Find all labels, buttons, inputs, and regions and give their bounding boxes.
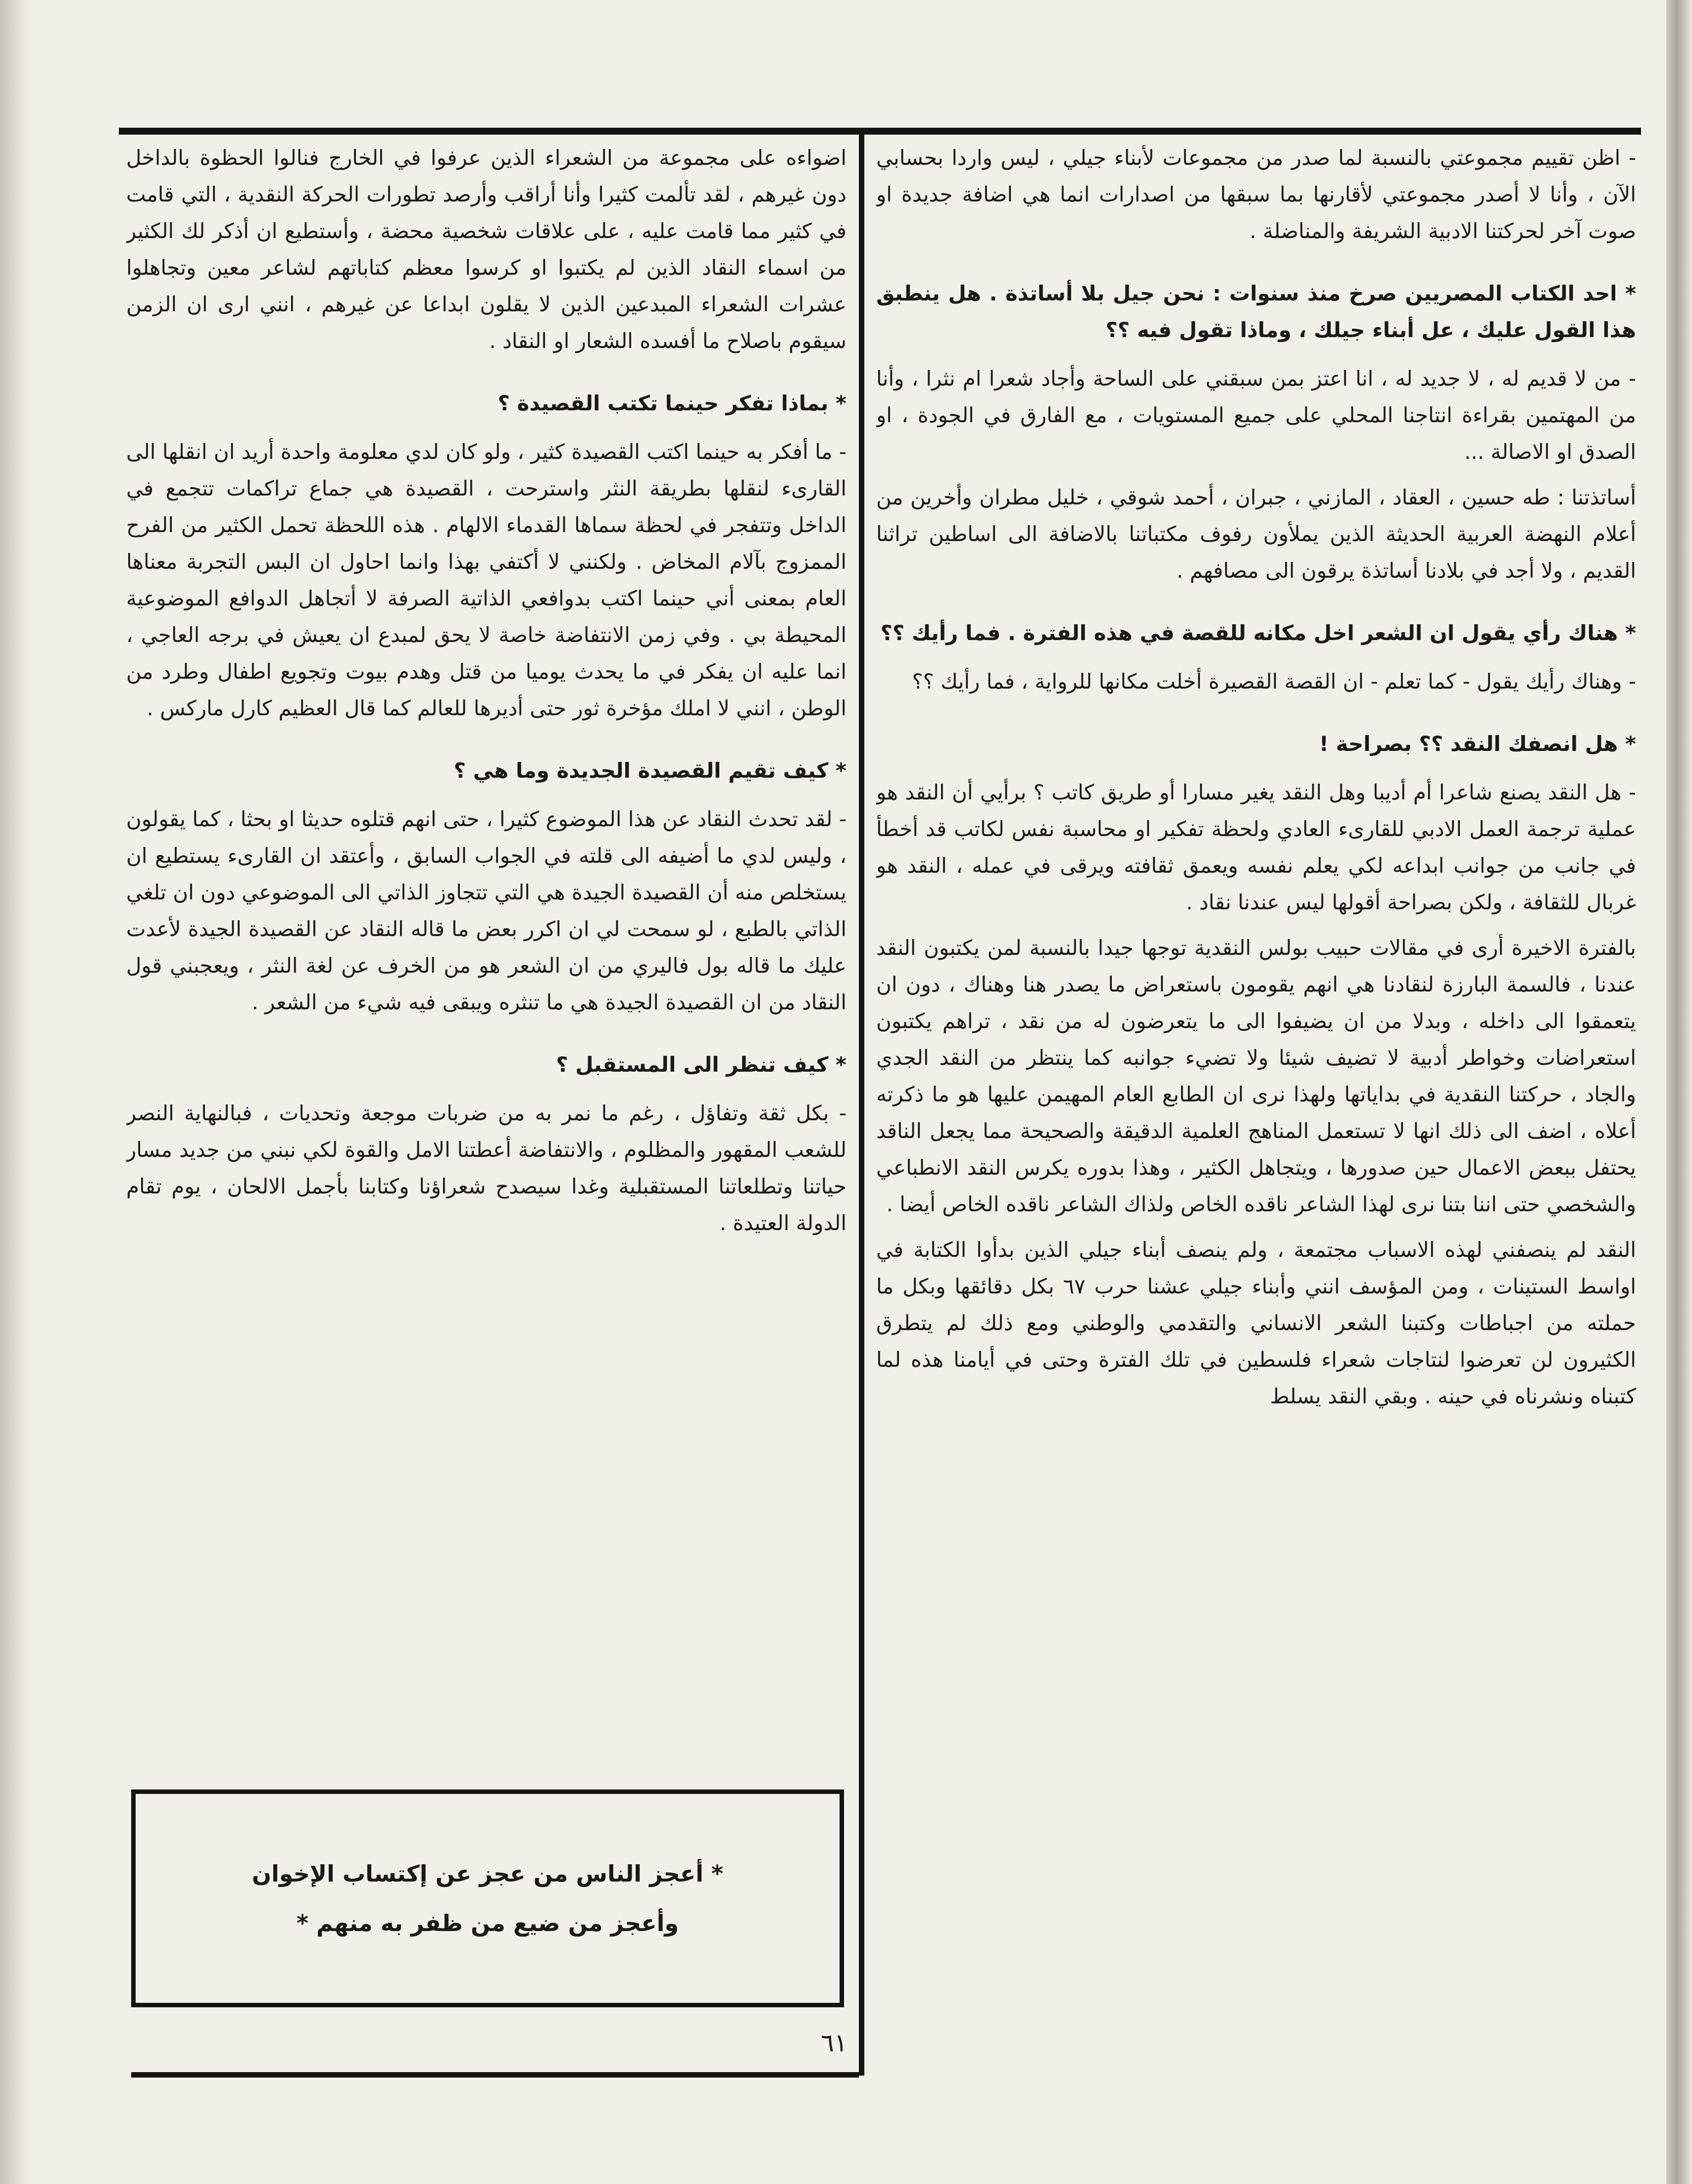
paragraph: أساتذتنا : طه حسين ، العقاد ، المازني ، جبران ، أحمد شوقي ، خليل مطران وأخرين من أعلام النهضة العربية الحديثة الذين يملأون رفوف مكتباتنا بالاضافة الى اساطين تراثنا القديم ، ولا أجد في بلادنا أساتذة يرقون الى مصافهم . [876, 485, 1636, 583]
quote-box [131, 1789, 844, 2007]
paragraph: النقد لم ينصفني لهذه الاسباب مجتمعة ، ولم ينصف أبناء جيلي الذين بدأوا الكتابة في اواسط الستينات ، ومن المؤسف انني وأبناء جيلي عشنا حرب ٦٧ بكل دقائقها وبكل ما حملته من اجباطات وكتبنا الشعر الانساني والتقدمي والوطني ومع ذلك لم يتطرق الكثيرون لن تعرضوا لنتاجات شعراء فلسطين في تلك الفترة وحتى في أيامنا هذه لما كتبناه ونشرناه في حينه . وبقي النقد يسلط [876, 1238, 1636, 1408]
column-divider [859, 133, 864, 2076]
paragraph: - اظن تقييم مجموعتي بالنسبة لما صدر من مجموعات لأبناء جيلي ، ليس واردا بحسابي الآن ، وأنا لا أصدر مجموعتي لأقارنها بما سبقها من اصدارات انما هي اضافة جديدة او صوت آخر لحركتنا الادبية الشريفة والمناضلة . [876, 146, 1636, 243]
interview-question: * كيف تنظر الى المستقبل ؟ [556, 1052, 846, 1077]
interview-question: * كيف تقيم القصيدة الجديدة وما هي ؟ [453, 758, 846, 783]
paragraph: اضواءه على مجموعة من الشعراء الذين عرفوا في الخارج فنالوا الحظوة بالداخل دون غيرهم ، لقد تألمت كثيرا وأنا أراقب وأرصد تطورات الحركة النقدية ، التي قامت في كثير مما قامت عليه ، على علاقات شخصية محضة ، وأستطيع ان أذكر لك الكثير من اسماء النقاد الذين لم يكتبوا او كرسوا معظم كتاباتهم لشاعر معين وتجاهلوا عشرات الشعراء المبدعين الذين لا يقلون ابداعا عن غيرهم ، انني ارى ان الزمن سيقوم باصلاح ما أفسده الشعار او النقاد . [126, 146, 846, 353]
paragraph: بالفترة الاخيرة أرى في مقالات حبيب بولس النقدية توجها جيدا بالنسبة لمن يكتبون النقد عندنا ، فالسمة البارزة لنقادنا هي انهم يقومون باستعراض ما يصدر هنا وهناك ، دون ان يتعمقوا الى داخله ، وبدلا من ان يضيفوا الى ما يتعرضون له من نقد ، تراهم يكتبون استعراضات وخواطر أدبية لا تضيف شيئا ولا تضيء جوانبه كما ينتظر من النقد الجدي والجاد ، حركتنا النقدية في بداياتها ولهذا نرى ان الطابع العام المهيمن عليها هو ما ذكرته أعلاه ، اضف الى ذلك انها لا تستعمل المناهج العلمية الدقيقة والصحيحة مما يجعل الناقد يحتفل ببعض الاعمال حين صدورها ، ويتجاهل الكثير ، وهذا بدوره يكرس النقد الانطباعي والشخصي حتى اننا بتنا نرى لهذا الشاعر ناقده الخاص ولذاك الشاعر ناقده الخاص أيضا . [876, 936, 1636, 1216]
quote-line: وأعجز من ضيع من ظفر به منهم * [296, 1910, 679, 1936]
left-column [126, 140, 846, 1724]
interview-question: * بماذا تفكر حينما تكتب القصيدة ؟ [498, 391, 846, 415]
paragraph: - هل النقد يصنع شاعرا أم أديبا وهل النقد يغير مسارا أو طريق كاتب ؟ برأيي أن النقد هو عملية ترجمة العمل الادبي للقارىء العادي ولحظة تفكير او محاسبة نفس لكاتب قد أخطأ في جانب من جوانب ابداعه لكي يعلم نفسه ويعمق ثقافته ويرقى في عمله ، النقد هو غربال للثقافة ، ولكن بصراحة أقولها ليس عندنا نقاد . [876, 780, 1636, 914]
paragraph: - وهناك رأيك يقول - كما تعلم - ان القصة القصيرة أخلت مكانها للرواية ، فما رأيك ؟؟ [912, 669, 1636, 694]
interview-question: * احد الكتاب المصريين صرخ منذ سنوات : نحن جيل بلا أساتذة . هل ينطبق هذا القول عليك ، عل أبناء جيلك ، وماذا تقول فيه ؟؟ [876, 281, 1636, 342]
interview-question: * هل انصفك النقد ؟؟ بصراحة ! [1319, 732, 1636, 756]
paragraph: - من لا قديم له ، لا جديد له ، انا اعتز بمن سبقني على الساحة وأجاد شعرا ام نثرا ، وأنا من المهتمين بقراءة انتاجنا المحلي على جميع المستويات ، مع الفارق في الجودة ، او الصدق او الاصالة ... [876, 366, 1636, 464]
paragraph: - لقد تحدث النقاد عن هذا الموضوع كثيرا ، حتى انهم قتلوه حديثا او بحثا ، كما يقولون ، وليس لدي ما أضيفه الى قلته في الجواب السابق ، وأعتقد ان القارىء يستطيع ان يستخلص منه أن القصيدة الجيدة هي التي تتجاوز الذاتي الى الموضوعي دون ان تلغي الذاتي بالطبع ، لو سمحت لي ان اكرر بعض ما قاله النقاد عن القصيدة الجيدة لأعدت عليك ما قاله بول فاليري من ان الشعر هو من الخرف عن لغة النثر ، ويعجبني قول النقاد من ان القصيدة الجيدة هي ما تنثره ويبقى فيه شيء من الشعر . [126, 807, 846, 1014]
top-rule [119, 128, 1641, 135]
bottom-rule [131, 2072, 859, 2078]
page-edge [1666, 0, 1692, 2184]
quote-line: * أعجز الناس من عجز عن إكتساب الإخوان [251, 1860, 724, 1887]
page-number: ٦١ [821, 2029, 847, 2057]
right-column [876, 140, 1636, 2040]
paragraph: - بكل ثقة وتفاؤل ، رغم ما نمر به من ضربات موجعة وتحديات ، فبالنهاية النصر للشعب المقهور والمظلوم ، والانتفاضة أعطتنا الامل والقوة لكي نبني من جديد مسار حياتنا وتطلعاتنا المستقبلية وغدا سيصدح شعراؤنا وكتابنا بأجمل الالحان ، يوم تقام الدولة العتيدة . [126, 1101, 846, 1235]
interview-question: * هناك رأي يقول ان الشعر اخل مكانه للقصة في هذه الفترة . فما رأيك ؟؟ [880, 621, 1636, 645]
binding-shadow [0, 0, 30, 2184]
paragraph: - ما أفكر به حينما اكتب القصيدة كثير ، ولو كان لدي معلومة واحدة أريد ان انقلها الى القارىء لنقلها بطريقة النثر واسترحت ، القصيدة هي جماع تراكمات تتجمع في الداخل وتتفجر في لحظة سماها القدماء الالهام . هذه اللحظة تحمل الكثير من الفرح الممزوج بآلام المخاض . ولكنني لا أكتفي بهذا وانما احاول ان البس التجربة معناها العام بمعنى أني حينما اكتب بدوافعي الذاتية الصرفة لا أتجاهل الدوافع الموضوعية المحيطة بي . وفي زمن الانتفاضة خاصة لا يحق لمبدع ان يعيش في برجه العاجي ، انما عليه ان يفكر في ما يحدث يوميا من قتل وهدم بيوت وتجويع اطفال وطرد من الوطن ، انني لا املك مؤخرة ثور حتى أديرها للعالم كما قال العظيم كارل ماركس . [126, 440, 846, 720]
